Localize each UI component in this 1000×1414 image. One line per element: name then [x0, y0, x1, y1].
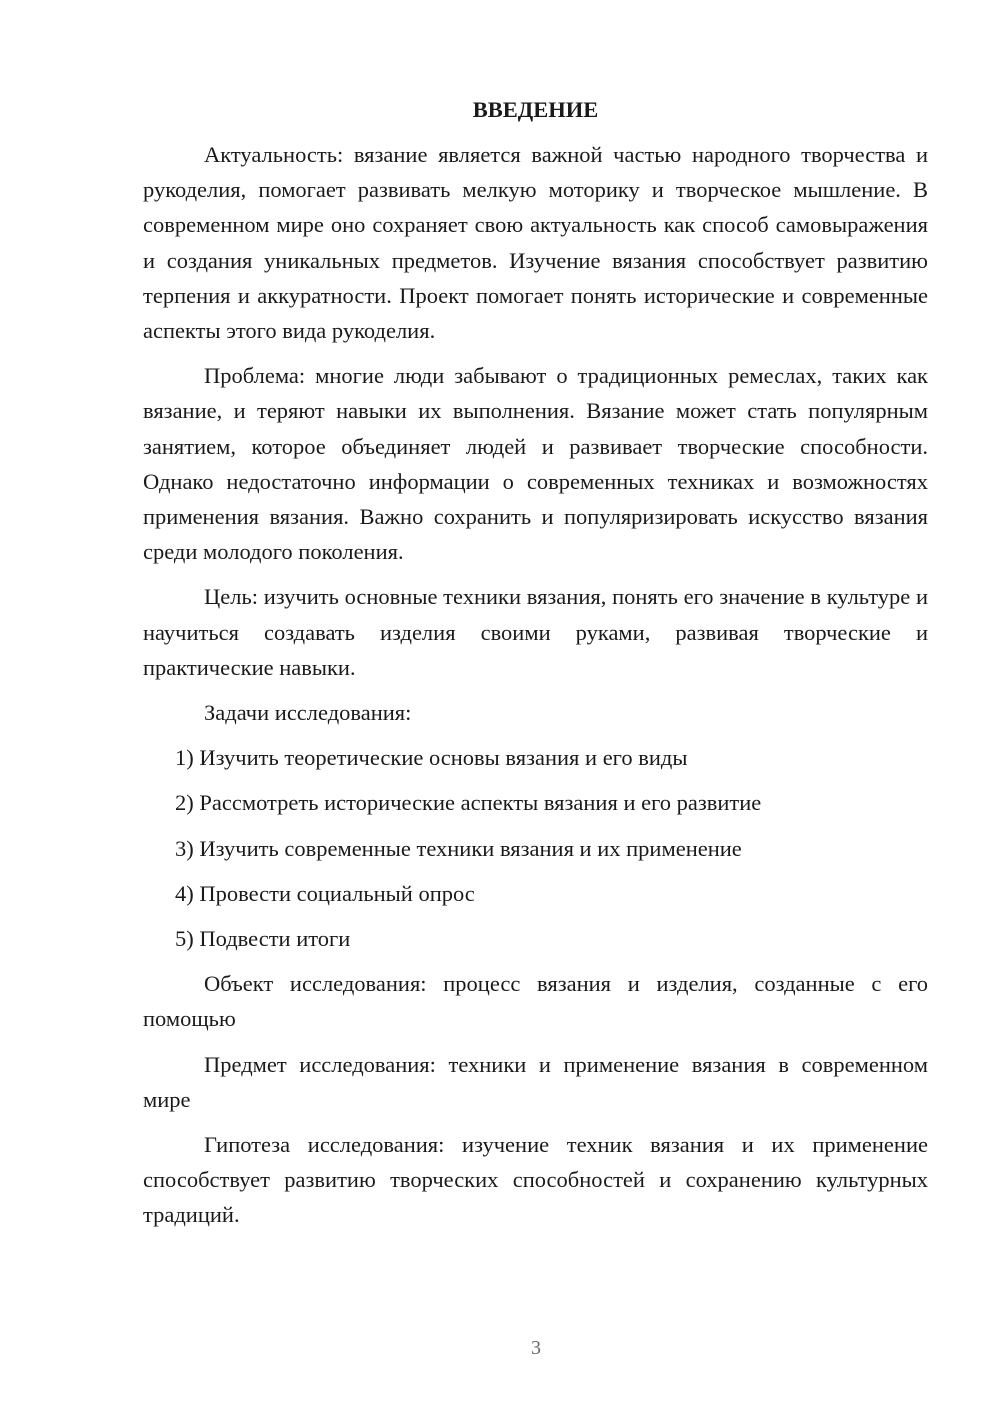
page-number: 3: [531, 1337, 541, 1359]
task-item-3: 3) Изучить современные техники вязания и их применение: [175, 835, 742, 861]
relevance-paragraph: Актуальность: вязание является важной частью народного творчества и рукоделия, помогает развивать мелкую моторику и творческое мышление. В современном мире оно сохраняет свою актуальность как способ самовыражения и создания уникальных предметов. Изучение вязания способствует развитию терпения и аккуратности. Проект помогает понять исторические и современные аспекты этого вида рукоделия.: [143, 142, 928, 344]
tasks-heading: Задачи исследования:: [204, 700, 412, 726]
page-content: [143, 92, 928, 1243]
task-item-2: 2) Рассмотреть исторические аспекты вязания и его развитие: [175, 790, 762, 816]
task-item-1: 1) Изучить теоретические основы вязания и его виды: [175, 745, 688, 771]
section-title: ВВЕДЕНИЕ: [472, 97, 599, 122]
subject-paragraph: Предмет исследования: техники и применение вязания в современном мире: [143, 1051, 928, 1112]
object-paragraph: Объект исследования: процесс вязания и изделия, созданные с его помощью: [143, 971, 928, 1032]
hypothesis-paragraph: Гипотеза исследования: изучение техник вязания и их применение способствует развитию творческих способностей и сохранению культурных традиций.: [143, 1132, 928, 1228]
task-item-5: 5) Подвести итоги: [175, 926, 351, 952]
problem-paragraph: Проблема: многие люди забывают о традиционных ремеслах, таких как вязание, и теряют навыки их выполнения. Вязание может стать популярным занятием, которое объединяет людей и развивает творческие способности. Однако недостаточно информации о современных техниках и возможностях применения вязания. Важно сохранить и популяризировать искусство вязания среди молодого поколения.: [143, 363, 928, 565]
goal-paragraph: Цель: изучить основные техники вязания, понять его значение в культуре и научиться создавать изделия своими руками, развивая творческие и практические навыки.: [143, 584, 928, 680]
task-item-4: 4) Провести социальный опрос: [175, 880, 475, 906]
tasks-list: [143, 740, 928, 956]
